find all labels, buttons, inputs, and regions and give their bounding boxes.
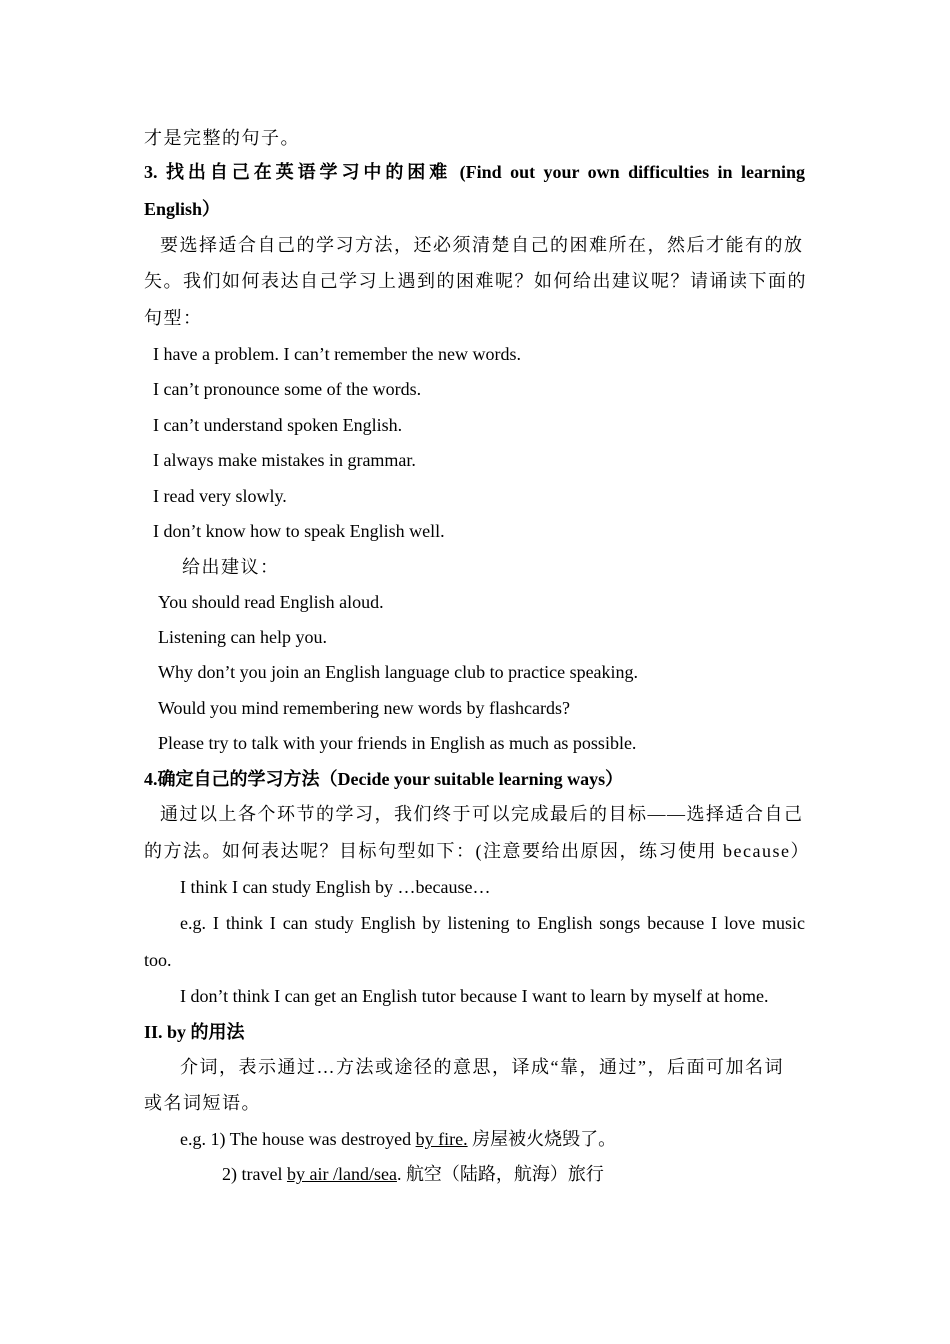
intro-line: 才是完整的句子。	[144, 128, 300, 148]
section3-heading-line2: English）	[144, 199, 221, 219]
difficulty-sentence: I don’t know how to speak English well.	[153, 521, 445, 541]
sectionII-paragraph-line2: 或名词短语。	[144, 1093, 261, 1113]
by-example-2-prefix: 2) travel	[222, 1164, 287, 1184]
by-example-2-underlined: by air /land/sea	[286, 1164, 397, 1184]
advice-sentence: Why don’t you join an English language club to practice speaking.	[158, 662, 639, 682]
difficulty-sentence: I can’t pronounce some of the words.	[153, 379, 422, 399]
example-sentence-line1: e.g. I think I can study English by listening to English songs because I love music	[180, 913, 805, 933]
section4-paragraph-line2: 的方法。如何表达呢？目标句型如下：(注意要给出原因，练习使用 because）	[144, 841, 810, 861]
difficulty-sentence: I read very slowly.	[153, 486, 287, 506]
example-sentence-line2: too.	[144, 950, 172, 970]
difficulty-sentence: I have a problem. I can’t remember the new words.	[153, 344, 522, 364]
by-example-1	[180, 1127, 616, 1151]
advice-sentence: Please try to talk with your friends in English as much as possible.	[158, 733, 637, 753]
sectionII-heading: II. by 的用法	[144, 1022, 245, 1042]
advice-label: 给出建议：	[182, 557, 280, 577]
by-example-1-translation: 房屋被火烧毁了。	[467, 1129, 617, 1149]
target-pattern: I think I can study English by …because…	[180, 877, 491, 897]
difficulty-sentence: I can’t understand spoken English.	[153, 415, 403, 435]
advice-sentence: Would you mind remembering new words by flashcards?	[158, 698, 570, 718]
by-example-1-underlined: by fire.	[415, 1129, 468, 1149]
section4-paragraph-line1: 通过以上各个环节的学习，我们终于可以完成最后的目标——选择适合自己	[160, 804, 804, 824]
advice-sentence: You should read English aloud.	[158, 592, 384, 612]
advice-sentence: Listening can help you.	[158, 627, 327, 647]
section3-paragraph-line1: 要选择适合自己的学习方法，还必须清楚自己的困难所在，然后才能有的放	[160, 235, 804, 255]
section3-paragraph-line3: 句型：	[144, 308, 203, 328]
section3-paragraph-line2: 矢。我们如何表达自己学习上遇到的困难呢？如何给出建议呢？请诵读下面的	[144, 271, 807, 291]
by-example-2-translation: . 航空（陆路，航海）旅行	[396, 1164, 604, 1184]
sectionII-paragraph-line1: 介词，表示通过…方法或途径的意思，译成“靠，通过”，后面可加名词	[180, 1057, 784, 1077]
section4-heading: 4.确定自己的学习方法（Decide your suitable learning ways）	[144, 769, 624, 789]
example-sentence-2: I don’t think I can get an English tutor because I want to learn by myself at home.	[180, 986, 769, 1006]
section3-heading-line1: 3. 找出自己在英语学习中的困难 (Find out your own difficulties in learning	[144, 162, 805, 182]
difficulty-sentence: I always make mistakes in grammar.	[153, 450, 416, 470]
by-example-1-prefix: e.g. 1) The house was destroyed	[180, 1129, 416, 1149]
by-example-2	[222, 1162, 604, 1186]
